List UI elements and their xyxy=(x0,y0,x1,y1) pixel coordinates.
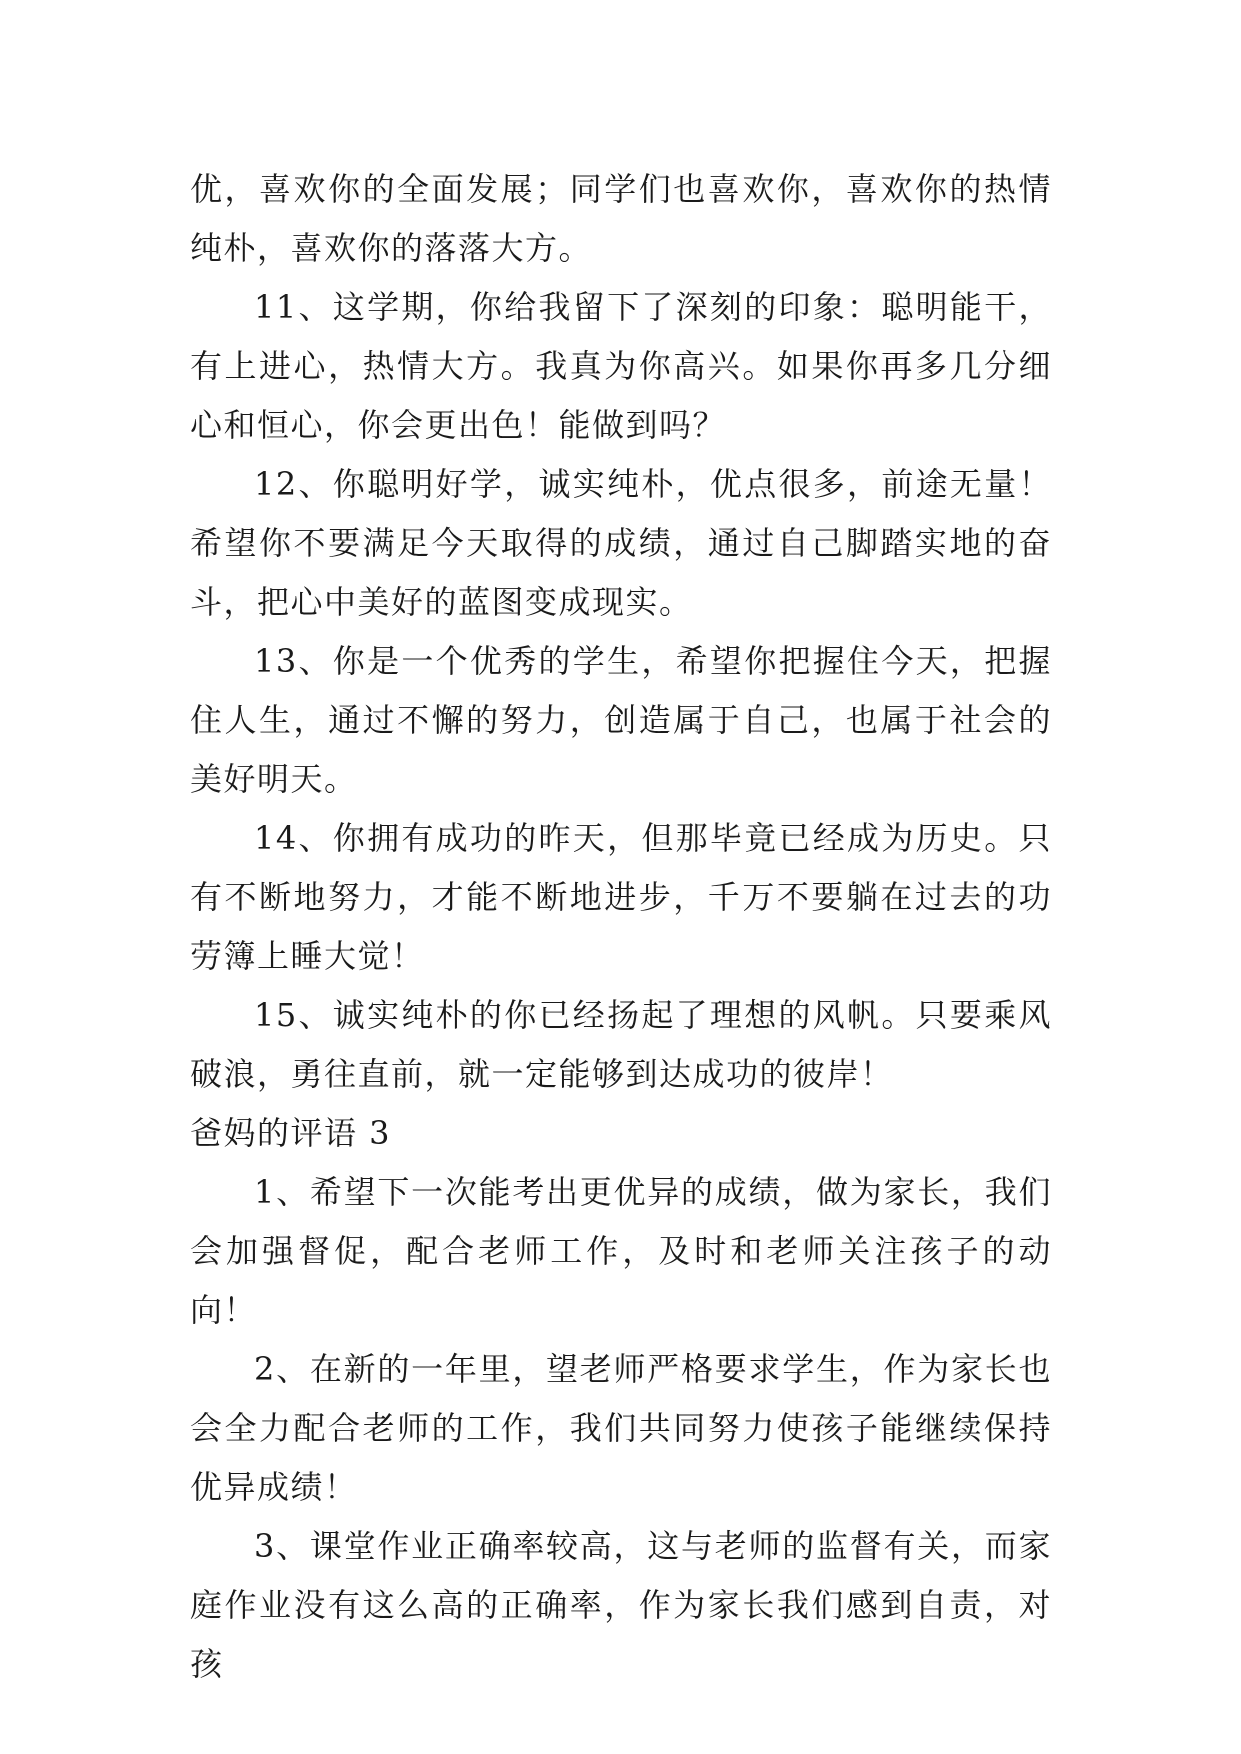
comment-14: 14、你拥有成功的昨天，但那毕竟已经成为历史。只有不断地努力，才能不断地进步，千万不要躺在过去的功劳簿上睡大觉！ xyxy=(190,819,1052,975)
section-heading: 爸妈的评语 3 xyxy=(190,1114,392,1152)
comment-11: 11、这学期，你给我留下了深刻的印象：聪明能干，有上进心，热情大方。我真为你高兴。如果你再多几分细心和恒心，你会更出色！能做到吗？ xyxy=(190,288,1052,444)
comment-12: 12、你聪明好学，诚实纯朴，优点很多，前途无量！希望你不要满足今天取得的成绩，通过自己脚踏实地的奋斗，把心中美好的蓝图变成现实。 xyxy=(190,465,1052,621)
comment-13: 13、你是一个优秀的学生，希望你把握住今天，把握住人生，通过不懈的努力，创造属于自己，也属于社会的美好明天。 xyxy=(190,642,1052,798)
paragraph-continued: 优，喜欢你的全面发展；同学们也喜欢你，喜欢你的热情纯朴，喜欢你的落落大方。 xyxy=(190,170,1052,267)
document-body xyxy=(190,160,1052,1694)
parent-comment-2: 2、在新的一年里，望老师严格要求学生，作为家长也会全力配合老师的工作，我们共同努力使孩子能继续保持优异成绩！ xyxy=(190,1350,1052,1506)
parent-comment-3: 3、课堂作业正确率较高，这与老师的监督有关，而家庭作业没有这么高的正确率，作为家长我们感到自责，对孩 xyxy=(190,1527,1052,1683)
comment-15: 15、诚实纯朴的你已经扬起了理想的风帆。只要乘风破浪，勇往直前，就一定能够到达成功的彼岸！ xyxy=(190,996,1052,1093)
parent-comment-1: 1、希望下一次能考出更优异的成绩，做为家长，我们会加强督促，配合老师工作，及时和老师关注孩子的动向！ xyxy=(190,1173,1052,1329)
